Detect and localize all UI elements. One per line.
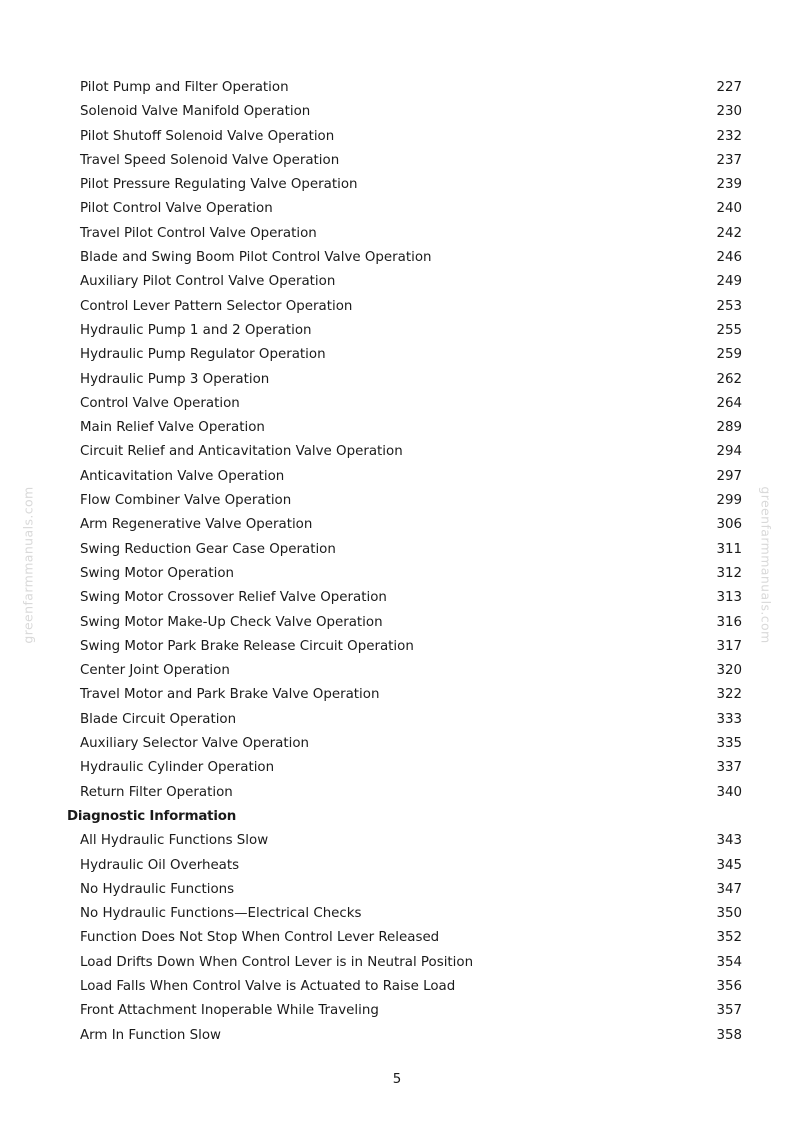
- toc-entry-title: Front Attachment Inoperable While Traveling: [80, 1003, 379, 1019]
- toc-entry-page: 311: [716, 541, 742, 557]
- toc-entry[interactable]: [0, 295, 794, 319]
- toc-entry-page: 306: [716, 517, 742, 533]
- toc-entry-title: Swing Motor Operation: [80, 565, 235, 581]
- toc-section-heading: [0, 805, 794, 829]
- toc-entry-page: 345: [716, 857, 742, 873]
- toc-entry-title: Flow Combiner Valve Operation: [80, 493, 292, 509]
- toc-entry[interactable]: [0, 878, 794, 902]
- toc-entry-title: No Hydraulic Functions: [80, 881, 235, 897]
- toc-entry[interactable]: [0, 732, 794, 756]
- toc-entry-title: Solenoid Valve Manifold Operation: [80, 104, 311, 120]
- toc-entry-title: Hydraulic Oil Overheats: [80, 857, 240, 873]
- toc-entry[interactable]: [0, 416, 794, 440]
- toc-entry[interactable]: [0, 149, 794, 173]
- toc-entry-page: 335: [716, 736, 742, 752]
- toc-entry-title: Auxiliary Selector Valve Operation: [80, 736, 309, 752]
- toc-entry[interactable]: [0, 270, 794, 294]
- toc-entry-title: All Hydraulic Functions Slow: [80, 833, 269, 849]
- toc-entry[interactable]: [0, 975, 794, 999]
- toc-entry-page: 249: [716, 274, 742, 290]
- toc-entry[interactable]: [0, 76, 794, 100]
- toc-entry-title: Travel Motor and Park Brake Valve Operation: [80, 687, 380, 703]
- toc-entry[interactable]: [0, 586, 794, 610]
- toc-entry[interactable]: [0, 392, 794, 416]
- toc-entry-page: 255: [716, 322, 742, 338]
- toc-entry-page: 347: [716, 881, 742, 897]
- toc-entry[interactable]: [0, 489, 794, 513]
- toc-entry[interactable]: [0, 829, 794, 853]
- toc-entry-page: 262: [716, 371, 742, 387]
- toc-entry-title: Swing Motor Make-Up Check Valve Operation: [80, 614, 383, 630]
- toc-entry-title: Load Falls When Control Valve is Actuated to Raise Load: [80, 978, 456, 994]
- toc-entry-title: Blade Circuit Operation: [80, 711, 237, 727]
- toc-entry[interactable]: [0, 513, 794, 537]
- toc-entry[interactable]: [0, 368, 794, 392]
- toc-entry-title: Load Drifts Down When Control Lever is in Neutral Position: [80, 954, 474, 970]
- toc-entry-page: 356: [716, 978, 742, 994]
- toc-entry-title: Control Lever Pattern Selector Operation: [80, 298, 353, 314]
- toc-entry-title: Swing Motor Crossover Relief Valve Operation: [80, 590, 387, 606]
- toc-entry-title: No Hydraulic Functions—Electrical Checks: [80, 906, 362, 922]
- toc-entry-title: Pilot Pump and Filter Operation: [80, 80, 289, 95]
- toc-entry[interactable]: [0, 683, 794, 707]
- toc-entry-page: 246: [716, 250, 742, 266]
- toc-entry-page: 322: [716, 687, 742, 703]
- toc-entry-title: Hydraulic Pump Regulator Operation: [80, 347, 326, 363]
- toc-entry[interactable]: [0, 125, 794, 149]
- toc-entry-title: Center Joint Operation: [80, 663, 230, 679]
- toc-entry-page: 312: [716, 565, 742, 581]
- toc-entry-page: 320: [716, 663, 742, 679]
- toc-entry[interactable]: [0, 222, 794, 246]
- toc-entry[interactable]: [0, 100, 794, 124]
- toc-entry-page: 264: [716, 395, 742, 411]
- toc-entry-page: 242: [716, 225, 742, 241]
- toc-entry[interactable]: [0, 538, 794, 562]
- toc-entry-title: Return Filter Operation: [80, 784, 233, 800]
- toc-entry-page: 240: [716, 201, 742, 217]
- toc-entry-page: 354: [716, 954, 742, 970]
- toc-entry[interactable]: [0, 951, 794, 975]
- toc-entry-title: Pilot Control Valve Operation: [80, 201, 273, 217]
- toc-entry-title: Pilot Shutoff Solenoid Valve Operation: [80, 128, 335, 144]
- watermark-left: greenfarmmanuals.com: [20, 486, 36, 644]
- toc-entry[interactable]: [0, 246, 794, 270]
- toc-entry-title: Swing Reduction Gear Case Operation: [80, 541, 336, 557]
- toc-entry[interactable]: [0, 926, 794, 950]
- toc-entry[interactable]: [0, 611, 794, 635]
- toc-entry-page: 294: [716, 444, 742, 460]
- toc-entry[interactable]: [0, 902, 794, 926]
- toc-entry-title: Circuit Relief and Anticavitation Valve Operation: [80, 444, 403, 460]
- toc-entry-title: Travel Speed Solenoid Valve Operation: [80, 152, 340, 168]
- toc-entry-page: 227: [716, 80, 742, 95]
- toc-entry-title: Swing Motor Park Brake Release Circuit Operation: [80, 638, 414, 654]
- toc-entry[interactable]: [0, 319, 794, 343]
- toc-entry[interactable]: [0, 562, 794, 586]
- toc-entry-title: Arm In Function Slow: [80, 1027, 221, 1043]
- toc-entry[interactable]: [0, 440, 794, 464]
- toc-entry-page: 297: [716, 468, 742, 484]
- toc-entry[interactable]: [0, 708, 794, 732]
- toc-entry-page: 253: [716, 298, 742, 314]
- toc-entry-title: Anticavitation Valve Operation: [80, 468, 285, 484]
- toc-entry-page: 350: [716, 906, 742, 922]
- toc-entry-page: 337: [716, 760, 742, 776]
- toc-entry[interactable]: [0, 343, 794, 367]
- toc-entry[interactable]: [0, 465, 794, 489]
- toc-entry[interactable]: [0, 854, 794, 878]
- toc-entry-page: 230: [716, 104, 742, 120]
- toc-entry[interactable]: [0, 173, 794, 197]
- toc-entry-title: Hydraulic Pump 3 Operation: [80, 371, 270, 387]
- toc-entry-title: Function Does Not Stop When Control Lever Released: [80, 930, 440, 946]
- toc-entry-page: 316: [716, 614, 742, 630]
- toc-entry-page: 259: [716, 347, 742, 363]
- toc-entry-page: 232: [716, 128, 742, 144]
- toc-entry-page: 343: [716, 833, 742, 849]
- watermark-right: greenfarmmanuals.com: [758, 486, 774, 644]
- toc-entry-page: 340: [716, 784, 742, 800]
- toc-entry-page: 289: [716, 420, 742, 436]
- toc-entry-title: Travel Pilot Control Valve Operation: [80, 225, 317, 241]
- toc-entry-page: 299: [716, 493, 742, 509]
- toc-entry-title: Control Valve Operation: [80, 395, 240, 411]
- toc-entry[interactable]: [0, 999, 794, 1023]
- toc-entry[interactable]: [0, 1024, 794, 1048]
- toc-entry-title: Main Relief Valve Operation: [80, 420, 265, 436]
- toc-entry-title: Hydraulic Cylinder Operation: [80, 760, 275, 776]
- table-of-contents: [0, 76, 794, 1048]
- toc-entry-title: Pilot Pressure Regulating Valve Operation: [80, 177, 358, 193]
- toc-entry-page: 239: [716, 177, 742, 193]
- toc-entry-page: 313: [716, 590, 742, 606]
- section-heading-title: Diagnostic Information: [67, 808, 237, 824]
- toc-entry[interactable]: [0, 781, 794, 805]
- toc-entry-page: 352: [716, 930, 742, 946]
- toc-entry-page: 317: [716, 638, 742, 654]
- toc-entry-title: Auxiliary Pilot Control Valve Operation: [80, 274, 336, 290]
- toc-entry[interactable]: [0, 635, 794, 659]
- page-number: 5: [392, 1072, 402, 1087]
- toc-entry[interactable]: [0, 756, 794, 780]
- toc-entry[interactable]: [0, 659, 794, 683]
- toc-entry[interactable]: [0, 197, 794, 221]
- toc-entry-title: Blade and Swing Boom Pilot Control Valve Operation: [80, 250, 432, 266]
- toc-entry-title: Arm Regenerative Valve Operation: [80, 517, 313, 533]
- toc-entry-page: 333: [716, 711, 742, 727]
- toc-entry-page: 357: [716, 1003, 742, 1019]
- toc-entry-page: 237: [716, 152, 742, 168]
- toc-entry-page: 358: [716, 1027, 742, 1043]
- toc-entry-title: Hydraulic Pump 1 and 2 Operation: [80, 322, 312, 338]
